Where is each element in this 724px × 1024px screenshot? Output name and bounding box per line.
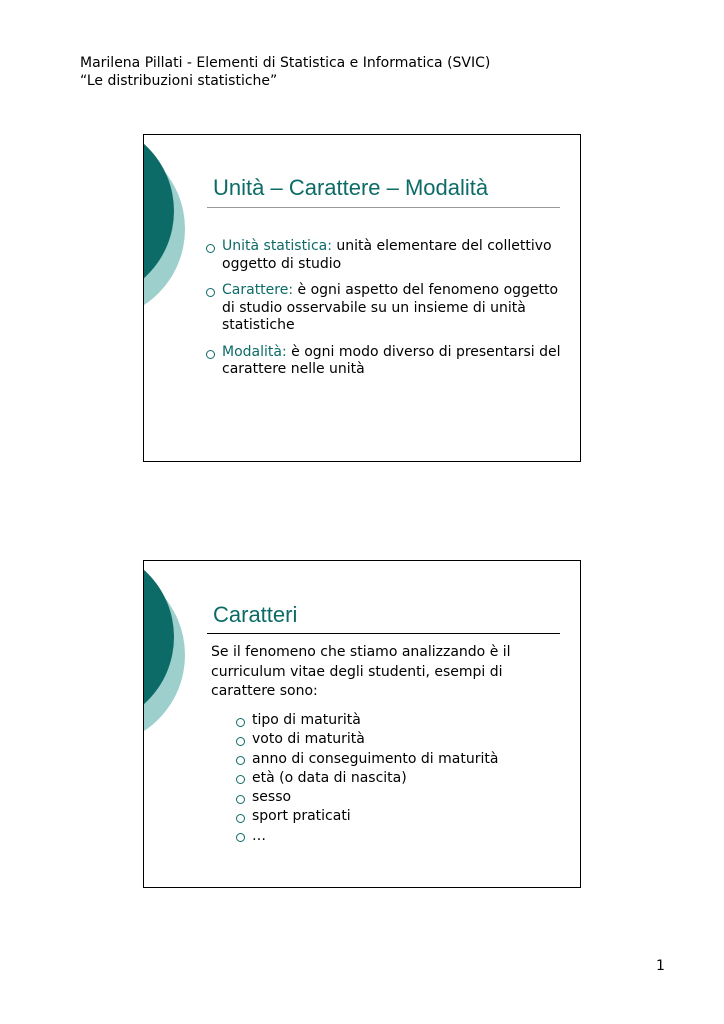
term-definition: è ogni modo diverso di presentarsi del carattere nelle unità [222, 343, 561, 377]
slide-title: Caratteri [213, 602, 298, 627]
list-item-text: età (o data di nascita) [252, 769, 407, 786]
circle-bullet-icon [236, 756, 245, 765]
list-item [234, 807, 498, 826]
circle-bullet-icon [206, 288, 215, 297]
slide-intro-text: Se il fenomeno che stiamo analizzando è il curriculum vitae degli studenti, esempi di carattere sono: [211, 644, 511, 699]
term-label: Modalità: [222, 343, 287, 360]
examples-list [234, 711, 498, 846]
term-label: Carattere: [222, 282, 294, 298]
list-item-text: sport praticati [252, 808, 351, 825]
term-definition: è ogni aspetto del fenomeno oggetto di studio osservabile su un insieme di unità statistiche [222, 282, 559, 333]
list-item [234, 769, 498, 788]
header-course: Marilena Pillati - Elementi di Statistica e Informatica (SVIC) [80, 55, 491, 71]
list-item [204, 238, 564, 273]
term-label: Unità statistica: [222, 238, 332, 254]
circle-bullet-icon [206, 350, 215, 359]
list-item-text: voto di maturità [252, 731, 365, 748]
circle-bullet-icon [236, 795, 245, 804]
term-definition: unità elementare del collettivo oggetto di studio [222, 238, 552, 272]
page-number: 1 [656, 958, 665, 974]
title-divider [207, 633, 560, 634]
list-item [234, 711, 498, 730]
slide-2 [143, 560, 581, 888]
list-item [234, 827, 498, 846]
title-divider [207, 207, 560, 208]
circle-bullet-icon [236, 718, 245, 727]
list-item-text: tipo di maturità [252, 712, 361, 728]
list-item [204, 344, 564, 379]
list-item [234, 730, 498, 749]
list-item-text: … [252, 827, 266, 844]
circle-bullet-icon [236, 814, 245, 823]
circle-bullet-icon [236, 833, 245, 842]
circle-bullet-icon [236, 775, 245, 784]
circle-bullet-icon [236, 737, 245, 746]
slide-title: Unità – Carattere – Modalità [213, 175, 489, 200]
list-item-text: sesso [252, 789, 292, 806]
circle-bullet-icon [206, 244, 215, 253]
list-item [234, 788, 498, 807]
list-item [204, 282, 564, 335]
list-item [234, 750, 498, 769]
page-header [80, 54, 490, 90]
definition-list [204, 238, 564, 388]
header-topic: “Le distribuzioni statistiche” [80, 73, 278, 89]
list-item-text: anno di conseguimento di maturità [252, 750, 499, 767]
slide-decoration [143, 561, 218, 761]
slide-1 [143, 134, 581, 462]
